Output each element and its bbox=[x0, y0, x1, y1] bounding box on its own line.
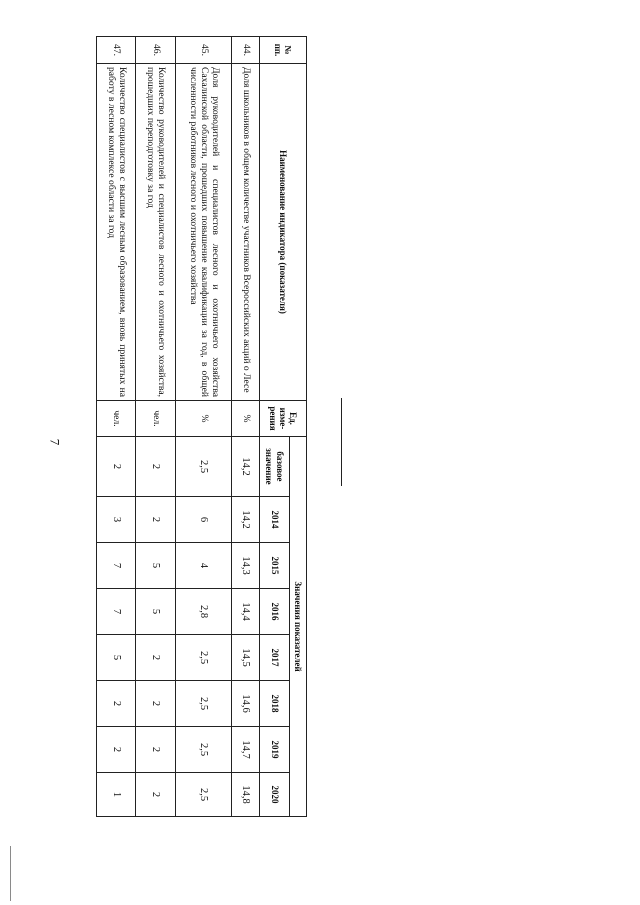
row-name: Доля руководителей и специалистов лесного и охотничьего хозяйства Сахалинской области, прошедших повышение квалификации за год, в общей численности работников лесного и охотничьего хозяйства bbox=[176, 64, 232, 401]
row-num: 46. bbox=[136, 37, 176, 64]
indicator-table bbox=[96, 36, 307, 817]
row-value: 3 bbox=[97, 497, 136, 543]
page-number: 7 bbox=[47, 438, 63, 446]
row-unit: чел. bbox=[97, 401, 136, 437]
table-row bbox=[136, 37, 176, 817]
row-name: Количество руководителей и специалистов лесного и охотничьего хозяйства, прошедших переподготовку за год bbox=[136, 64, 176, 401]
row-value: 14,5 bbox=[232, 635, 260, 681]
row-value: 14,2 bbox=[232, 497, 260, 543]
row-value: 2 bbox=[136, 635, 176, 681]
row-value: 2,8 bbox=[176, 589, 232, 635]
header-year: 2018 bbox=[260, 681, 290, 727]
divider-line bbox=[341, 398, 342, 486]
indicator-table-container bbox=[97, 36, 307, 816]
row-value: 14,4 bbox=[232, 589, 260, 635]
row-value: 1 bbox=[97, 773, 136, 817]
header-name: Наименование индикатора (показателя) bbox=[260, 64, 307, 401]
row-value: 2,5 bbox=[176, 727, 232, 773]
row-base: 14,2 bbox=[232, 437, 260, 497]
row-value: 2 bbox=[97, 681, 136, 727]
header-year: 2020 bbox=[260, 773, 290, 817]
row-value: 2,5 bbox=[176, 681, 232, 727]
row-value: 2 bbox=[136, 727, 176, 773]
row-name: Количество специалистов с высшим лесным образованием, вновь принятых на работу в лесном комплексе области за год bbox=[97, 64, 136, 401]
header-year: 2017 bbox=[260, 635, 290, 681]
row-base: 2 bbox=[97, 437, 136, 497]
row-value: 5 bbox=[97, 635, 136, 681]
row-unit: чел. bbox=[136, 401, 176, 437]
row-value: 4 bbox=[176, 543, 232, 589]
row-value: 2 bbox=[136, 497, 176, 543]
header-year: 2016 bbox=[260, 589, 290, 635]
row-num: 47. bbox=[97, 37, 136, 64]
header-unit: Ед. изме-рения bbox=[260, 401, 307, 437]
row-value: 2,5 bbox=[176, 773, 232, 817]
table-row bbox=[232, 37, 260, 817]
header-num: № пп. bbox=[260, 37, 307, 64]
table-row bbox=[176, 37, 232, 817]
row-base: 2,5 bbox=[176, 437, 232, 497]
row-value: 6 bbox=[176, 497, 232, 543]
header-base: базовое значение bbox=[260, 437, 290, 497]
row-value: 7 bbox=[97, 543, 136, 589]
row-num: 45. bbox=[176, 37, 232, 64]
header-year: 2015 bbox=[260, 543, 290, 589]
row-value: 5 bbox=[136, 543, 176, 589]
header-year: 2014 bbox=[260, 497, 290, 543]
row-unit: % bbox=[176, 401, 232, 437]
row-name: Доля школьников в общем количестве участников Всероссийских акций о Лесе bbox=[232, 64, 260, 401]
row-base: 2 bbox=[136, 437, 176, 497]
row-value: 14,3 bbox=[232, 543, 260, 589]
row-value: 5 bbox=[136, 589, 176, 635]
row-value: 2 bbox=[97, 727, 136, 773]
row-value: 14,7 bbox=[232, 727, 260, 773]
row-value: 14,8 bbox=[232, 773, 260, 817]
margin-mark bbox=[10, 846, 11, 901]
row-value: 7 bbox=[97, 589, 136, 635]
row-value: 14,6 bbox=[232, 681, 260, 727]
table-row bbox=[97, 37, 136, 817]
row-value: 2,5 bbox=[176, 635, 232, 681]
row-unit: % bbox=[232, 401, 260, 437]
header-year: 2019 bbox=[260, 727, 290, 773]
header-values-group: Значения показателей bbox=[290, 437, 307, 817]
row-value: 2 bbox=[136, 773, 176, 817]
row-num: 44. bbox=[232, 37, 260, 64]
row-value: 2 bbox=[136, 681, 176, 727]
